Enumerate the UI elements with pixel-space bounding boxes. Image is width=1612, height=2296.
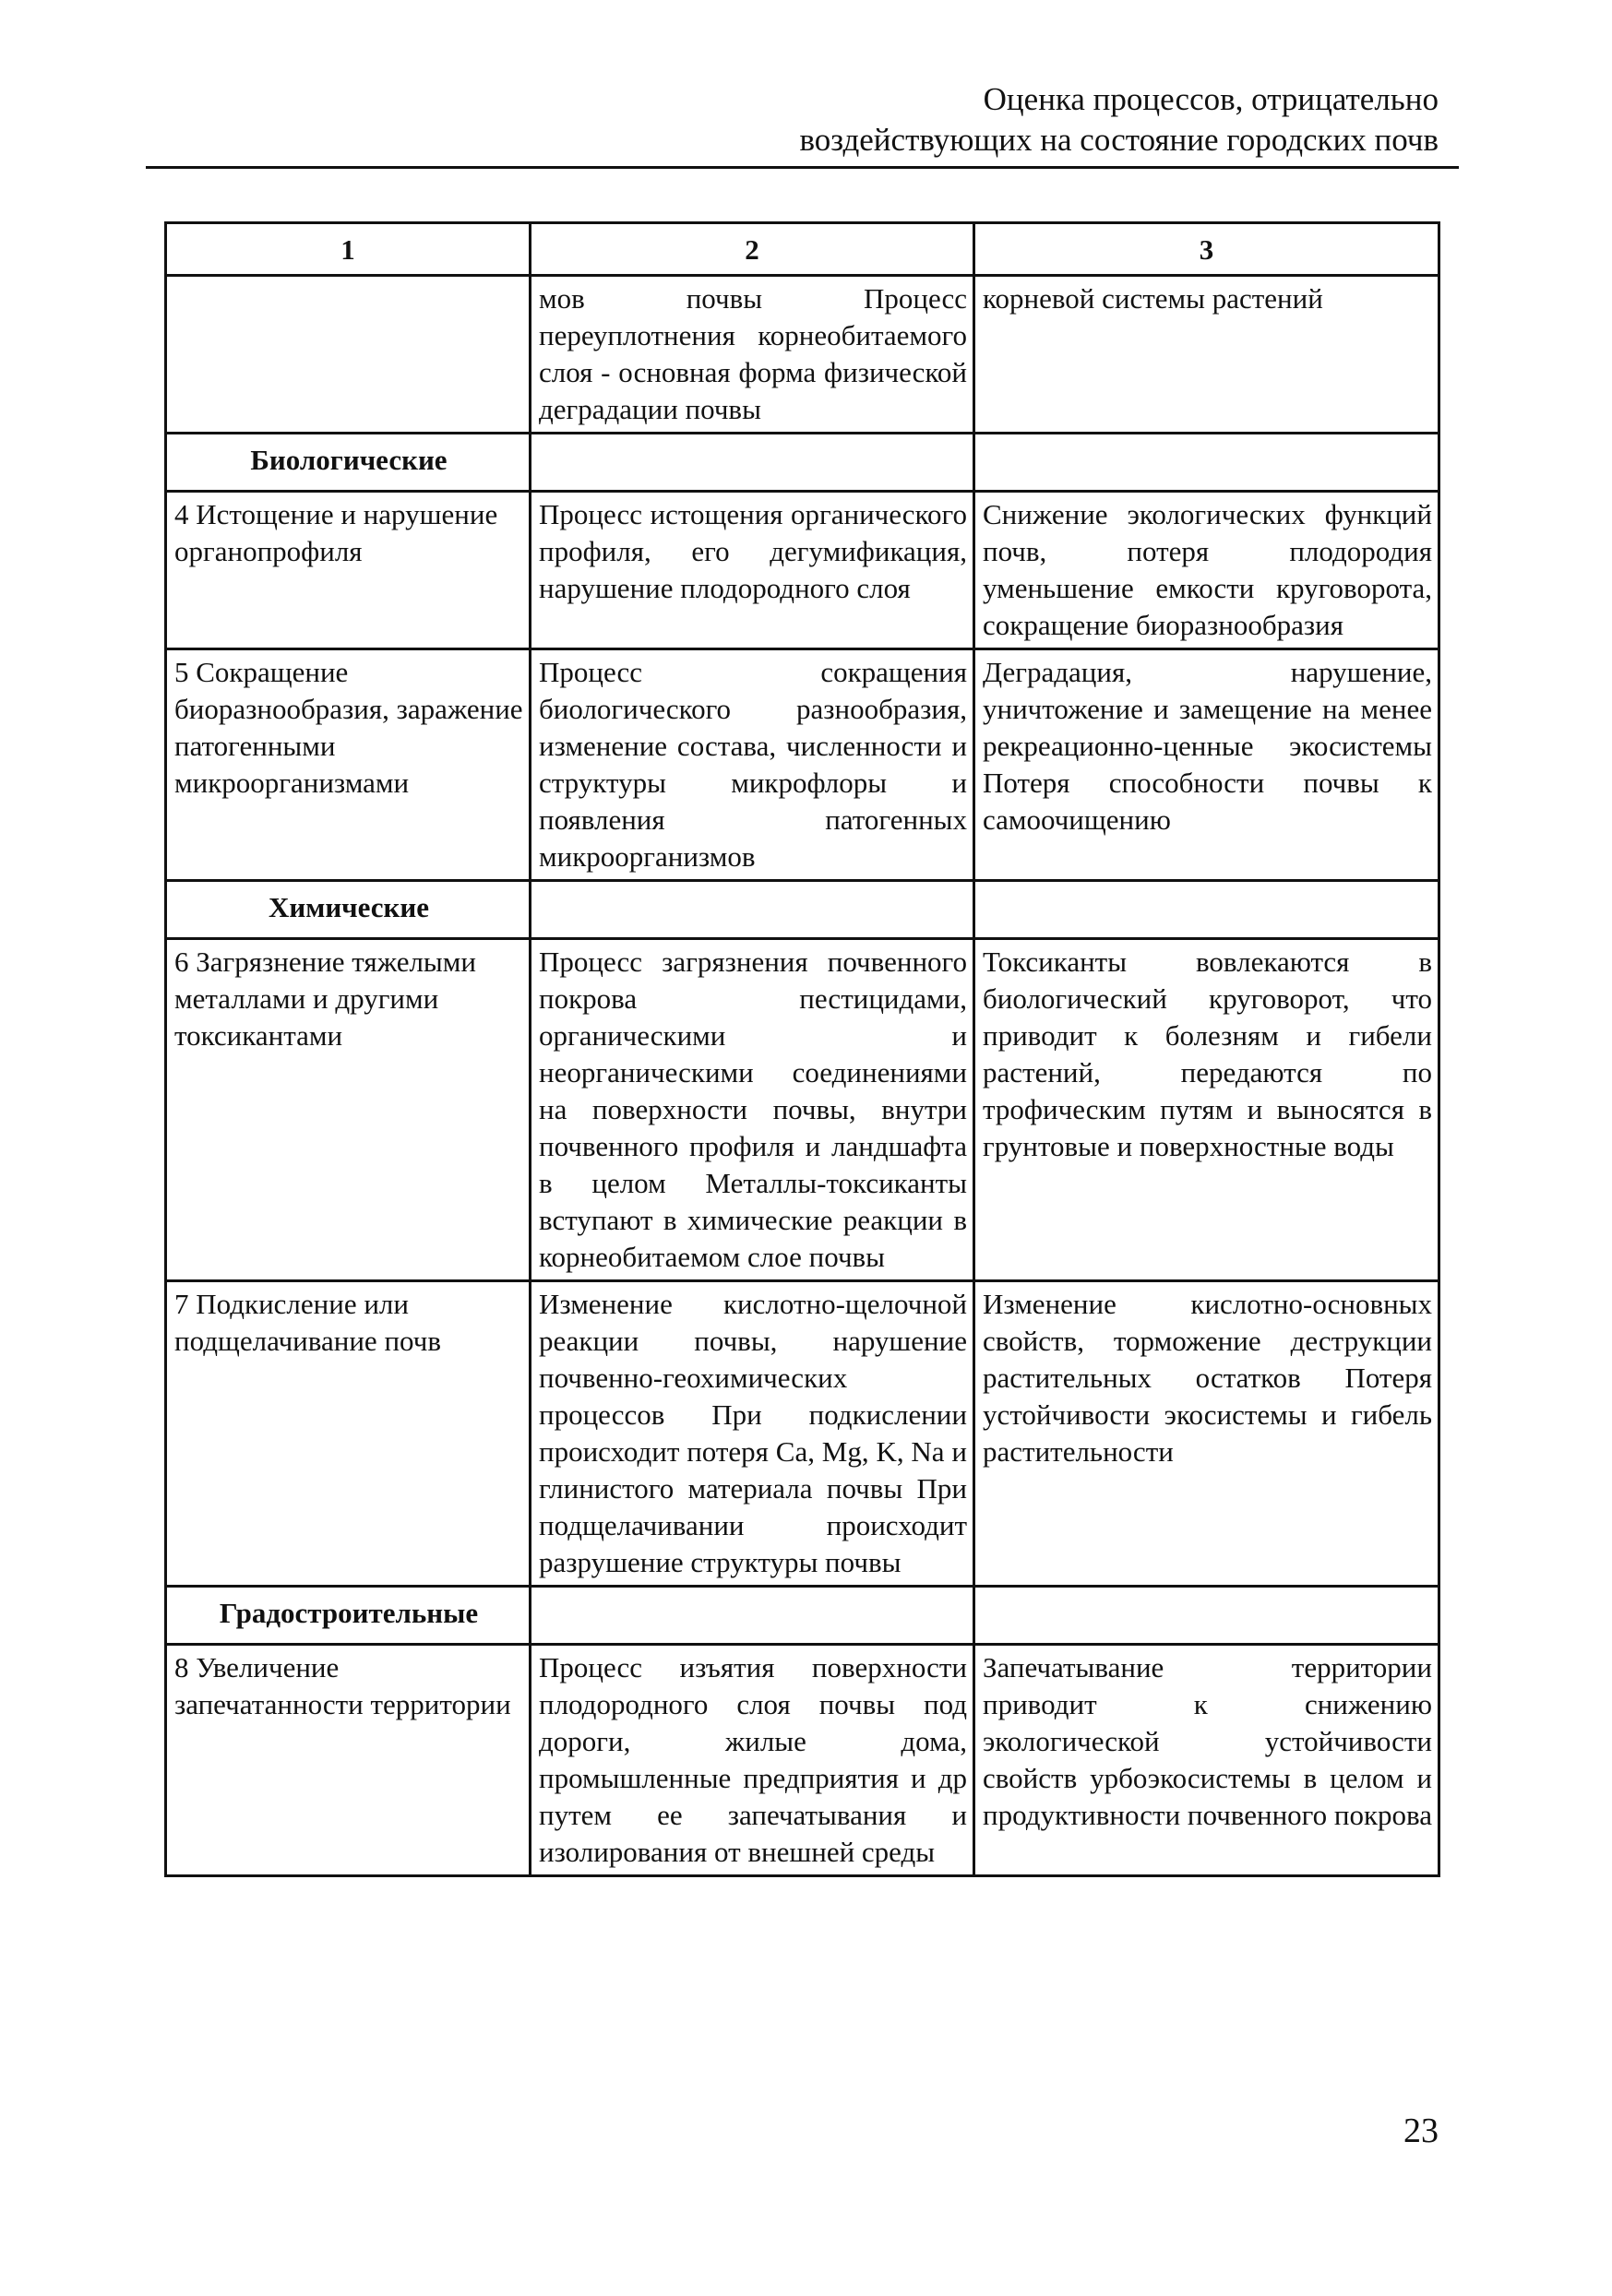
- column-header-3: 3: [974, 223, 1439, 276]
- cell-process-description: Процесс загрязнения почвенного покрова пестицидами, органическими и неорганическими соединениями на поверхности почвы, внутри почвенного профиля и ландшафта в целом Металлы-токсиканты вступают в химические реакции в корнеобитаемом слое почвы: [531, 939, 974, 1281]
- column-header-1: 1: [166, 223, 531, 276]
- cell-process-description: Изменение кислотно-щелочной реакции почвы, нарушение почвенно-геохимических процессов При подкислении происходит потеря Ca, Mg, K, Na и глинистого материала почвы При подщелачивании происходит разрушение структуры почвы: [531, 1281, 974, 1587]
- cell-process-consequences: Изменение кислотно-основных свойств, торможение деструкции растительных остатков Потеря устойчивости экосистемы и гибель растительности: [974, 1281, 1439, 1587]
- table-row: [166, 1645, 1439, 1876]
- cell-process-consequences: Запечатывание территории приводит к снижению экологической устойчивости свойств урбоэкосистемы в целом и продуктивности почвенного покрова: [974, 1645, 1439, 1876]
- group-empty-cell: [974, 1587, 1439, 1645]
- table-row-continuation: [166, 276, 1439, 434]
- group-row-urban-planning: [166, 1587, 1439, 1645]
- group-label: Химические: [166, 881, 531, 939]
- cell-process-description: мов почвы Процесс переуплотнения корнеобитаемого слоя - основная форма физической деградации почвы: [531, 276, 974, 434]
- group-empty-cell: [531, 434, 974, 492]
- group-empty-cell: [531, 1587, 974, 1645]
- cell-process-description: Процесс изъятия поверхности плодородного слоя почвы под дороги, жилые дома, промышленные предприятия и др путем ее запечатывания и изолирования от внешней среды: [531, 1645, 974, 1876]
- table-row: [166, 492, 1439, 649]
- table-row: [166, 649, 1439, 881]
- cell-process-consequences: Токсиканты вовлекаются в биологический круговорот, что приводит к болезням и гибели растений, передаются по трофическим путям и выносятся в грунтовые и поверхностные воды: [974, 939, 1439, 1281]
- cell-process-name: 6 Загрязнение тяжелыми металлами и другими токсикантами: [166, 939, 531, 1281]
- cell-process-name: 4 Истощение и нарушение органопрофиля: [166, 492, 531, 649]
- group-empty-cell: [974, 434, 1439, 492]
- group-label: Биологические: [166, 434, 531, 492]
- table-row: [166, 1281, 1439, 1587]
- cell-process-consequences: Снижение экологических функций почв, потеря плодородия уменьшение емкости круговорота, сокращение биоразнообразия: [974, 492, 1439, 649]
- group-empty-cell: [974, 881, 1439, 939]
- group-row-chemical: [166, 881, 1439, 939]
- table-header-row: [166, 223, 1439, 276]
- cell-process-consequences: корневой системы растений: [974, 276, 1439, 434]
- cell-process-name: [166, 276, 531, 434]
- soil-processes-table: [164, 221, 1440, 1877]
- cell-process-name: 7 Подкисление или подщелачивание почв: [166, 1281, 531, 1587]
- running-head-line-2: воздействующих на состояние городских почв: [799, 122, 1439, 158]
- group-label: Градостроительные: [166, 1587, 531, 1645]
- cell-process-name: 5 Сокращение биоразнообразия, заражение патогенными микроорганизмами: [166, 649, 531, 881]
- page-number: 23: [1403, 2112, 1439, 2150]
- header-rule: [146, 166, 1459, 169]
- running-head-line-1: Оценка процессов, отрицательно: [983, 81, 1439, 117]
- cell-process-name: 8 Увеличение запечатанности территории: [166, 1645, 531, 1876]
- cell-process-description: Процесс сокращения биологического разнообразия, изменение состава, численности и структуры микрофлоры и появления патогенных микроорганизмов: [531, 649, 974, 881]
- table-row: [166, 939, 1439, 1281]
- cell-process-consequences: Деградация, нарушение, уничтожение и замещение на менее рекреационно-ценные экосистемы Потеря способности почвы к самоочищению: [974, 649, 1439, 881]
- group-row-biological: [166, 434, 1439, 492]
- running-head: [799, 79, 1439, 161]
- cell-process-description: Процесс истощения органического профиля, его дегумификация, нарушение плодородного слоя: [531, 492, 974, 649]
- group-empty-cell: [531, 881, 974, 939]
- column-header-2: 2: [531, 223, 974, 276]
